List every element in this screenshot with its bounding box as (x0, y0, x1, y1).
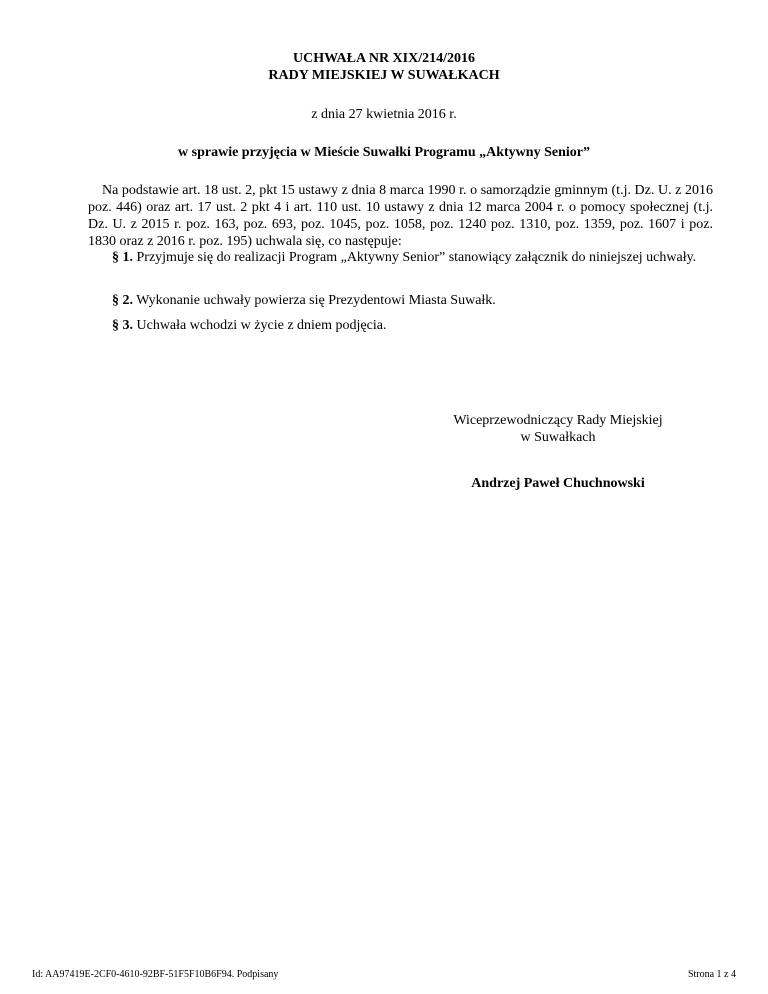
document-id-footer: Id: AA97419E-2CF0-4610-92BF-51F5F10B6F94. Podpisany (32, 969, 279, 980)
paragraph-2-label: § 2. (112, 293, 133, 308)
page-number-footer: Strona 1 z 4 (687, 969, 736, 980)
resolution-subject: w sprawie przyjęcia w Mieście Suwałki Programu „Aktywny Senior” (178, 145, 590, 160)
resolution-number: UCHWAŁA NR XIX/214/2016 (292, 51, 475, 66)
paragraph-3 (88, 317, 713, 334)
resolution-date: z dnia 27 kwietnia 2016 r. (311, 107, 457, 122)
paragraph-3-label: § 3. (112, 318, 133, 333)
paragraph-2-text: Wykonanie uchwały powierza się Prezydentowi Miasta Suwałk. (133, 293, 496, 308)
signatory-location: w Suwałkach (520, 430, 596, 445)
paragraph-2 (88, 292, 713, 309)
paragraph-1-text: Przyjmuje się do realizacji Program „Aktywny Senior” stanowiący załącznik do niniejszej uchwały. (133, 250, 697, 265)
signatory-role: Wiceprzewodniczący Rady Miejskiej (453, 413, 663, 428)
legal-basis-preamble: Na podstawie art. 18 ust. 2, pkt 15 ustawy z dnia 8 marca 1990 r. o samorządzie gminnym (t.j. Dz. U. z 2016 poz. 446) oraz art. 17 ust. 2 pkt 4 i art. 110 ust. 10 ustawy z dnia 12 marca 2004 r. o pomocy społecznej (t.j. Dz. U. z 2015 r. poz. 163, poz. 693, poz. 1045, poz. 1058, poz. 1240 poz. 1310, poz. 1359, poz. 1607 i poz. 1830 oraz z 2016 r. poz. 195) uchwala się, co następuje: (88, 183, 713, 249)
paragraph-1 (88, 249, 713, 266)
paragraph-3-text: Uchwała wchodzi w życie z dniem podjęcia. (133, 318, 387, 333)
signatory-name: Andrzej Paweł Chuchnowski (471, 476, 645, 491)
paragraph-1-label: § 1. (112, 250, 133, 265)
council-name: RADY MIEJSKIEJ W SUWAŁKACH (268, 68, 500, 83)
